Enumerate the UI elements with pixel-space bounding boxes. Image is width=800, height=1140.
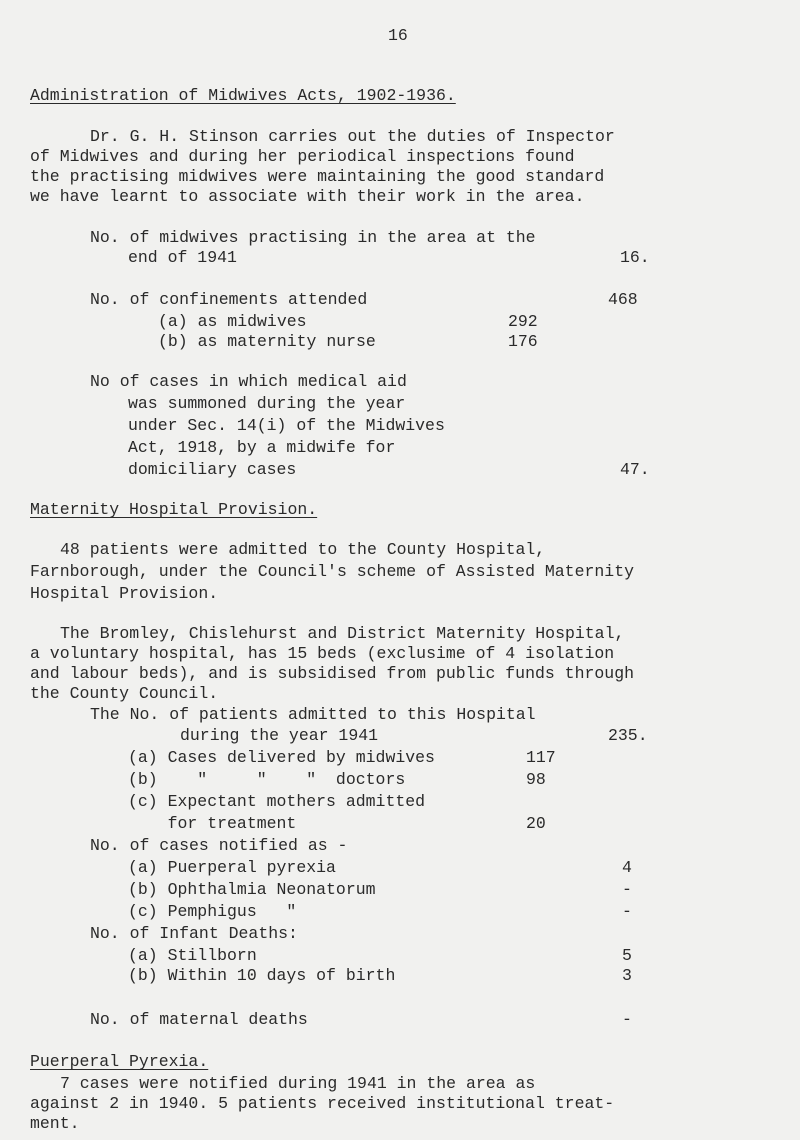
list-item: (c) Pemphigus " [128,902,297,921]
list-item-value: 5 [622,946,632,965]
text-line: under Sec. 14(i) of the Midwives [128,416,445,435]
confinements-b-label: (b) as maternity nurse [158,332,376,351]
table-row: (c) Expectant mothers admitted [128,792,426,811]
section-heading-pyrexia: Puerperal Pyrexia. [30,1052,209,1071]
text-line: we have learnt to associate with their work in the area. [30,187,585,206]
text-line: against 2 in 1940. 5 patients received institutional treat- [30,1094,615,1113]
confinements-b-value: 176 [508,332,538,351]
confinements-a-label: (a) as midwives [158,312,307,331]
table-row-value: 117 [526,748,556,767]
list-item: (b) Ophthalmia Neonatorum [128,880,376,899]
list-item: (a) Stillborn [128,946,257,965]
infant-deaths-label: No. of Infant Deaths: [90,924,298,943]
admitted-label: The No. of patients admitted to this Hospital [90,705,536,724]
table-row: (b) " " " doctors [128,770,406,789]
list-item-value: 4 [622,858,632,877]
page-number: 16 [388,26,408,45]
admitted-value: 235. [608,726,648,745]
confinements-total: 468 [608,290,638,309]
maternal-deaths-value: - [622,1010,632,1029]
list-item-value: 3 [622,966,632,985]
list-item-value: - [622,902,632,921]
confinements-label: No. of confinements attended [90,290,368,309]
table-row-value: 20 [526,814,546,833]
table-row: (a) Cases delivered by midwives [128,748,435,767]
text-line: Dr. G. H. Stinson carries out the duties of Inspector [90,127,615,146]
list-item: (a) Puerperal pyrexia [128,858,336,877]
text-line: of Midwives and during her periodical inspections found [30,147,575,166]
section-heading-maternity: Maternity Hospital Provision. [30,500,318,519]
text-line: No of cases in which medical aid [90,372,407,391]
text-line: was summoned during the year [128,394,406,413]
text-line: and labour beds), and is subsidised from public funds through [30,664,634,683]
practising-label: No. of midwives practising in the area at the [90,228,536,247]
text-line: 48 patients were admitted to the County Hospital, [60,540,546,559]
confinements-a-value: 292 [508,312,538,331]
text-line: a voluntary hospital, has 15 beds (exclusime of 4 isolation [30,644,615,663]
text-line: ment. [30,1114,80,1133]
text-line: Act, 1918, by a midwife for [128,438,396,457]
table-row: for treatment [128,814,297,833]
notified-label: No. of cases notified as - [90,836,348,855]
text-line: The Bromley, Chislehurst and District Maternity Hospital, [60,624,625,643]
text-line: the County Council. [30,684,219,703]
medical-aid-value: 47. [620,460,650,479]
text-line: Hospital Provision. [30,584,219,603]
text-line: domiciliary cases [128,460,297,479]
list-item-value: - [622,880,632,899]
table-row-value: 98 [526,770,546,789]
list-item: (b) Within 10 days of birth [128,966,396,985]
admitted-label-cont: during the year 1941 [180,726,379,745]
practising-value: 16. [620,248,650,267]
section-heading-midwives: Administration of Midwives Acts, 1902-1936. [30,86,456,105]
text-line: 7 cases were notified during 1941 in the area as [60,1074,536,1093]
maternal-deaths-label: No. of maternal deaths [90,1010,308,1029]
text-line: the practising midwives were maintaining the good standard [30,167,605,186]
practising-label-cont: end of 1941 [128,248,237,267]
text-line: Farnborough, under the Council's scheme of Assisted Maternity [30,562,634,581]
